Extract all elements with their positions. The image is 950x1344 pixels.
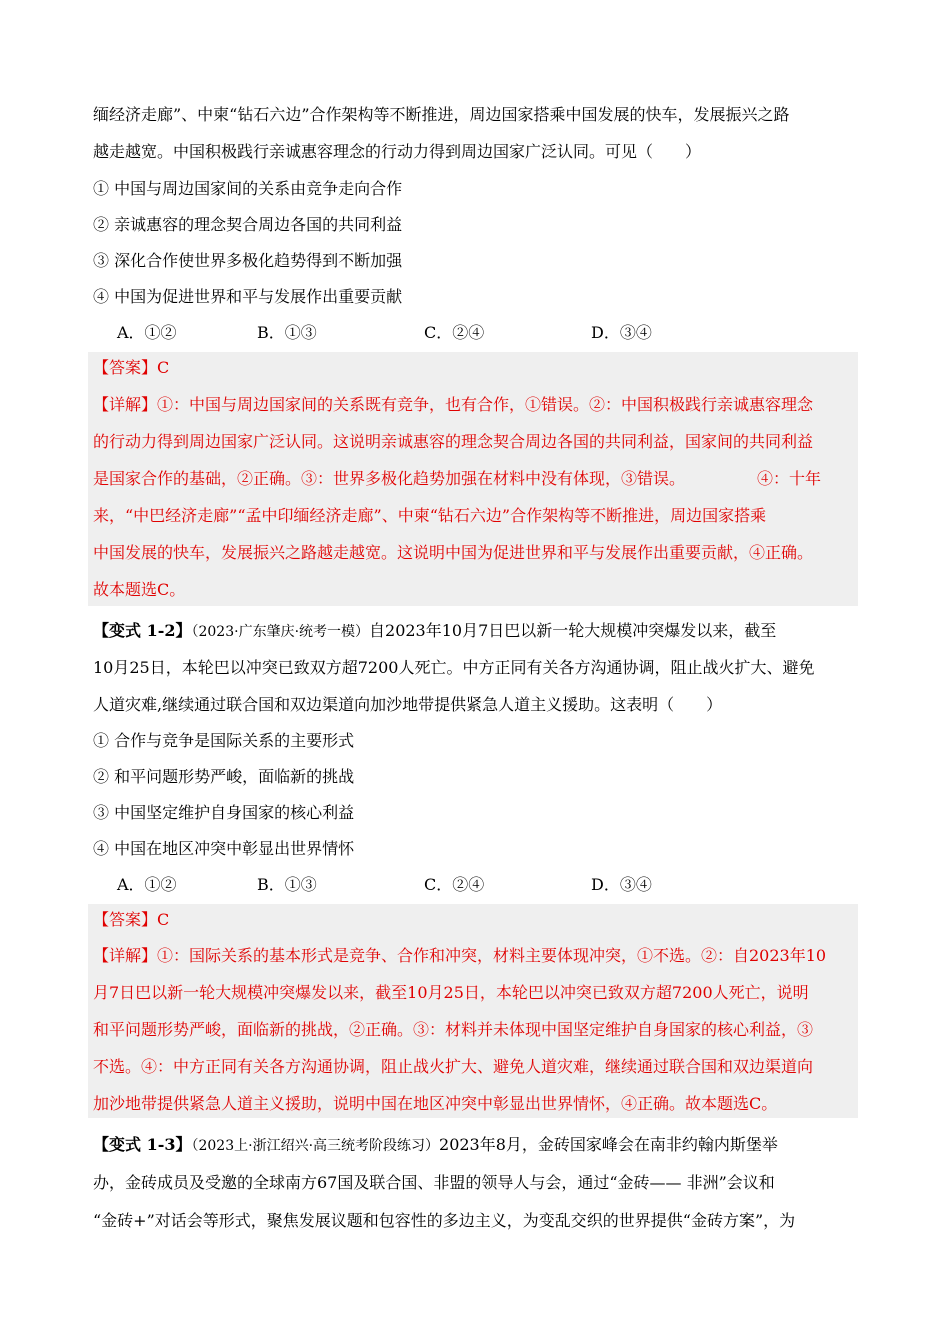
q2-label: 【变式 1-2】 (93, 621, 192, 640)
q1-statement-4: ④ 中国为促进世界和平与发展作出重要贡献 (93, 287, 403, 306)
q1-option-a[interactable]: A．①② (117, 323, 177, 342)
q1-explain-4: 来，“中巴经济走廊”“孟中印缅经济走廊”、中柬“钻石六边”合作架构等不断推进，周边国家搭乘 (93, 506, 767, 525)
q2-explain-5: 加沙地带提供紧急人道主义援助，说明中国在地区冲突中彰显出世界情怀，④正确。故本题选C。 (93, 1094, 778, 1113)
q3-source: （2023上·浙江绍兴·高三统考阶段练习） (191, 1138, 440, 1154)
q1-explain-2: 的行动力得到周边国家广泛认同。这说明亲诚惠容的理念契合周边各国的共同利益，国家间的共同利益 (93, 432, 814, 451)
q2-answer: 【答案】C (93, 910, 170, 929)
q2-explain-4: 不选。④：中方正同有关各方沟通协调，阻止战火扩大、避免人道灾难，继续通过联合国和双边渠道向 (93, 1057, 814, 1076)
q1-statement-1: ① 中国与周边国家间的关系由竞争走向合作 (93, 179, 403, 198)
q2-options (117, 875, 652, 895)
q2-statement-1: ① 合作与竞争是国际关系的主要形式 (93, 731, 355, 750)
q2-stem-1: 自2023年10月7日巴以新一轮大规模冲突爆发以来，截至 (369, 621, 777, 640)
q2-statement-4: ④ 中国在地区冲突中彰显出世界情怀 (93, 839, 355, 858)
q1-option-b[interactable]: B．①③ (257, 323, 317, 342)
intro-line-2: 越走越宽。中国积极践行亲诚惠容理念的行动力得到周边国家广泛认同。可见（ ） (93, 142, 702, 161)
q1-answer: 【答案】C (93, 358, 170, 377)
q2-option-c[interactable]: C．②④ (424, 875, 485, 894)
q1-statement-3: ③ 深化合作使世界多极化趋势得到不断加强 (93, 251, 403, 270)
q2-option-d[interactable]: D．③④ (591, 875, 652, 894)
q2-option-a[interactable]: A．①② (117, 875, 177, 894)
q2-explain-3: 和平问题形势严峻，面临新的挑战，②正确。③：材料并未体现中国坚定维护自身国家的核心利益，③ (93, 1020, 814, 1039)
q1-explain-3: 是国家合作的基础，②正确。③：世界多极化趋势加强在材料中没有体现，③错误。 ④：十年 (93, 469, 822, 488)
q2-explain-1: 【详解】①：国际关系的基本形式是竞争、合作和冲突，材料主要体现冲突，①不选。②：自2023年10 (93, 946, 827, 965)
q2-statement-2: ② 和平问题形势严峻，面临新的挑战 (93, 767, 355, 786)
q2-header (93, 621, 776, 642)
q1-option-d[interactable]: D．③④ (591, 323, 652, 342)
q1-statement-2: ② 亲诚惠容的理念契合周边各国的共同利益 (93, 215, 403, 234)
q1-explain-5: 中国发展的快车，发展振兴之路越走越宽。这说明中国为促进世界和平与发展作出重要贡献，④正确。 (93, 543, 814, 562)
intro-line-1: 缅经济走廊”、中柬“钻石六边”合作架构等不断推进，周边国家搭乘中国发展的快车，发展振兴之路 (93, 105, 790, 124)
q1-explain-1: 【详解】①：中国与周边国家间的关系既有竞争，也有合作，①错误。②：中国积极践行亲诚惠容理念 (93, 395, 814, 414)
q2-stem-3: 人道灾难,继续通过联合国和双边渠道向加沙地带提供紧急人道主义援助。这表明（ ） (93, 695, 723, 714)
q1-explain-6: 故本题选C。 (93, 580, 186, 599)
q3-stem-3: “金砖+”对话会等形式，聚焦发展议题和包容性的多边主义，为变乱交织的世界提供“金砖方案”，为 (93, 1211, 796, 1230)
q1-options (117, 323, 652, 343)
q2-explain-2: 月7日巴以新一轮大规模冲突爆发以来，截至10月25日，本轮巴以冲突已致双方超7200人死亡，说明 (93, 983, 809, 1002)
q2-source: （2023·广东肇庆·统考一模） (191, 624, 370, 640)
q3-stem-2: 办，金砖成员及受邀的全球南方67国及联合国、非盟的领导人与会，通过“金砖—— 非洲”会议和 (93, 1173, 775, 1192)
q3-label: 【变式 1-3】 (93, 1135, 192, 1154)
q3-header (93, 1135, 778, 1156)
q2-answer-box (88, 904, 858, 1118)
q2-option-b[interactable]: B．①③ (257, 875, 317, 894)
q2-stem-2: 10月25日，本轮巴以冲突已致双方超7200人死亡。中方正同有关各方沟通协调，阻止战火扩大、避免 (93, 658, 815, 677)
q2-statement-3: ③ 中国坚定维护自身国家的核心利益 (93, 803, 355, 822)
q1-option-c[interactable]: C．②④ (424, 323, 485, 342)
q3-stem-1: 2023年8月，金砖国家峰会在南非约翰内斯堡举 (439, 1135, 778, 1154)
